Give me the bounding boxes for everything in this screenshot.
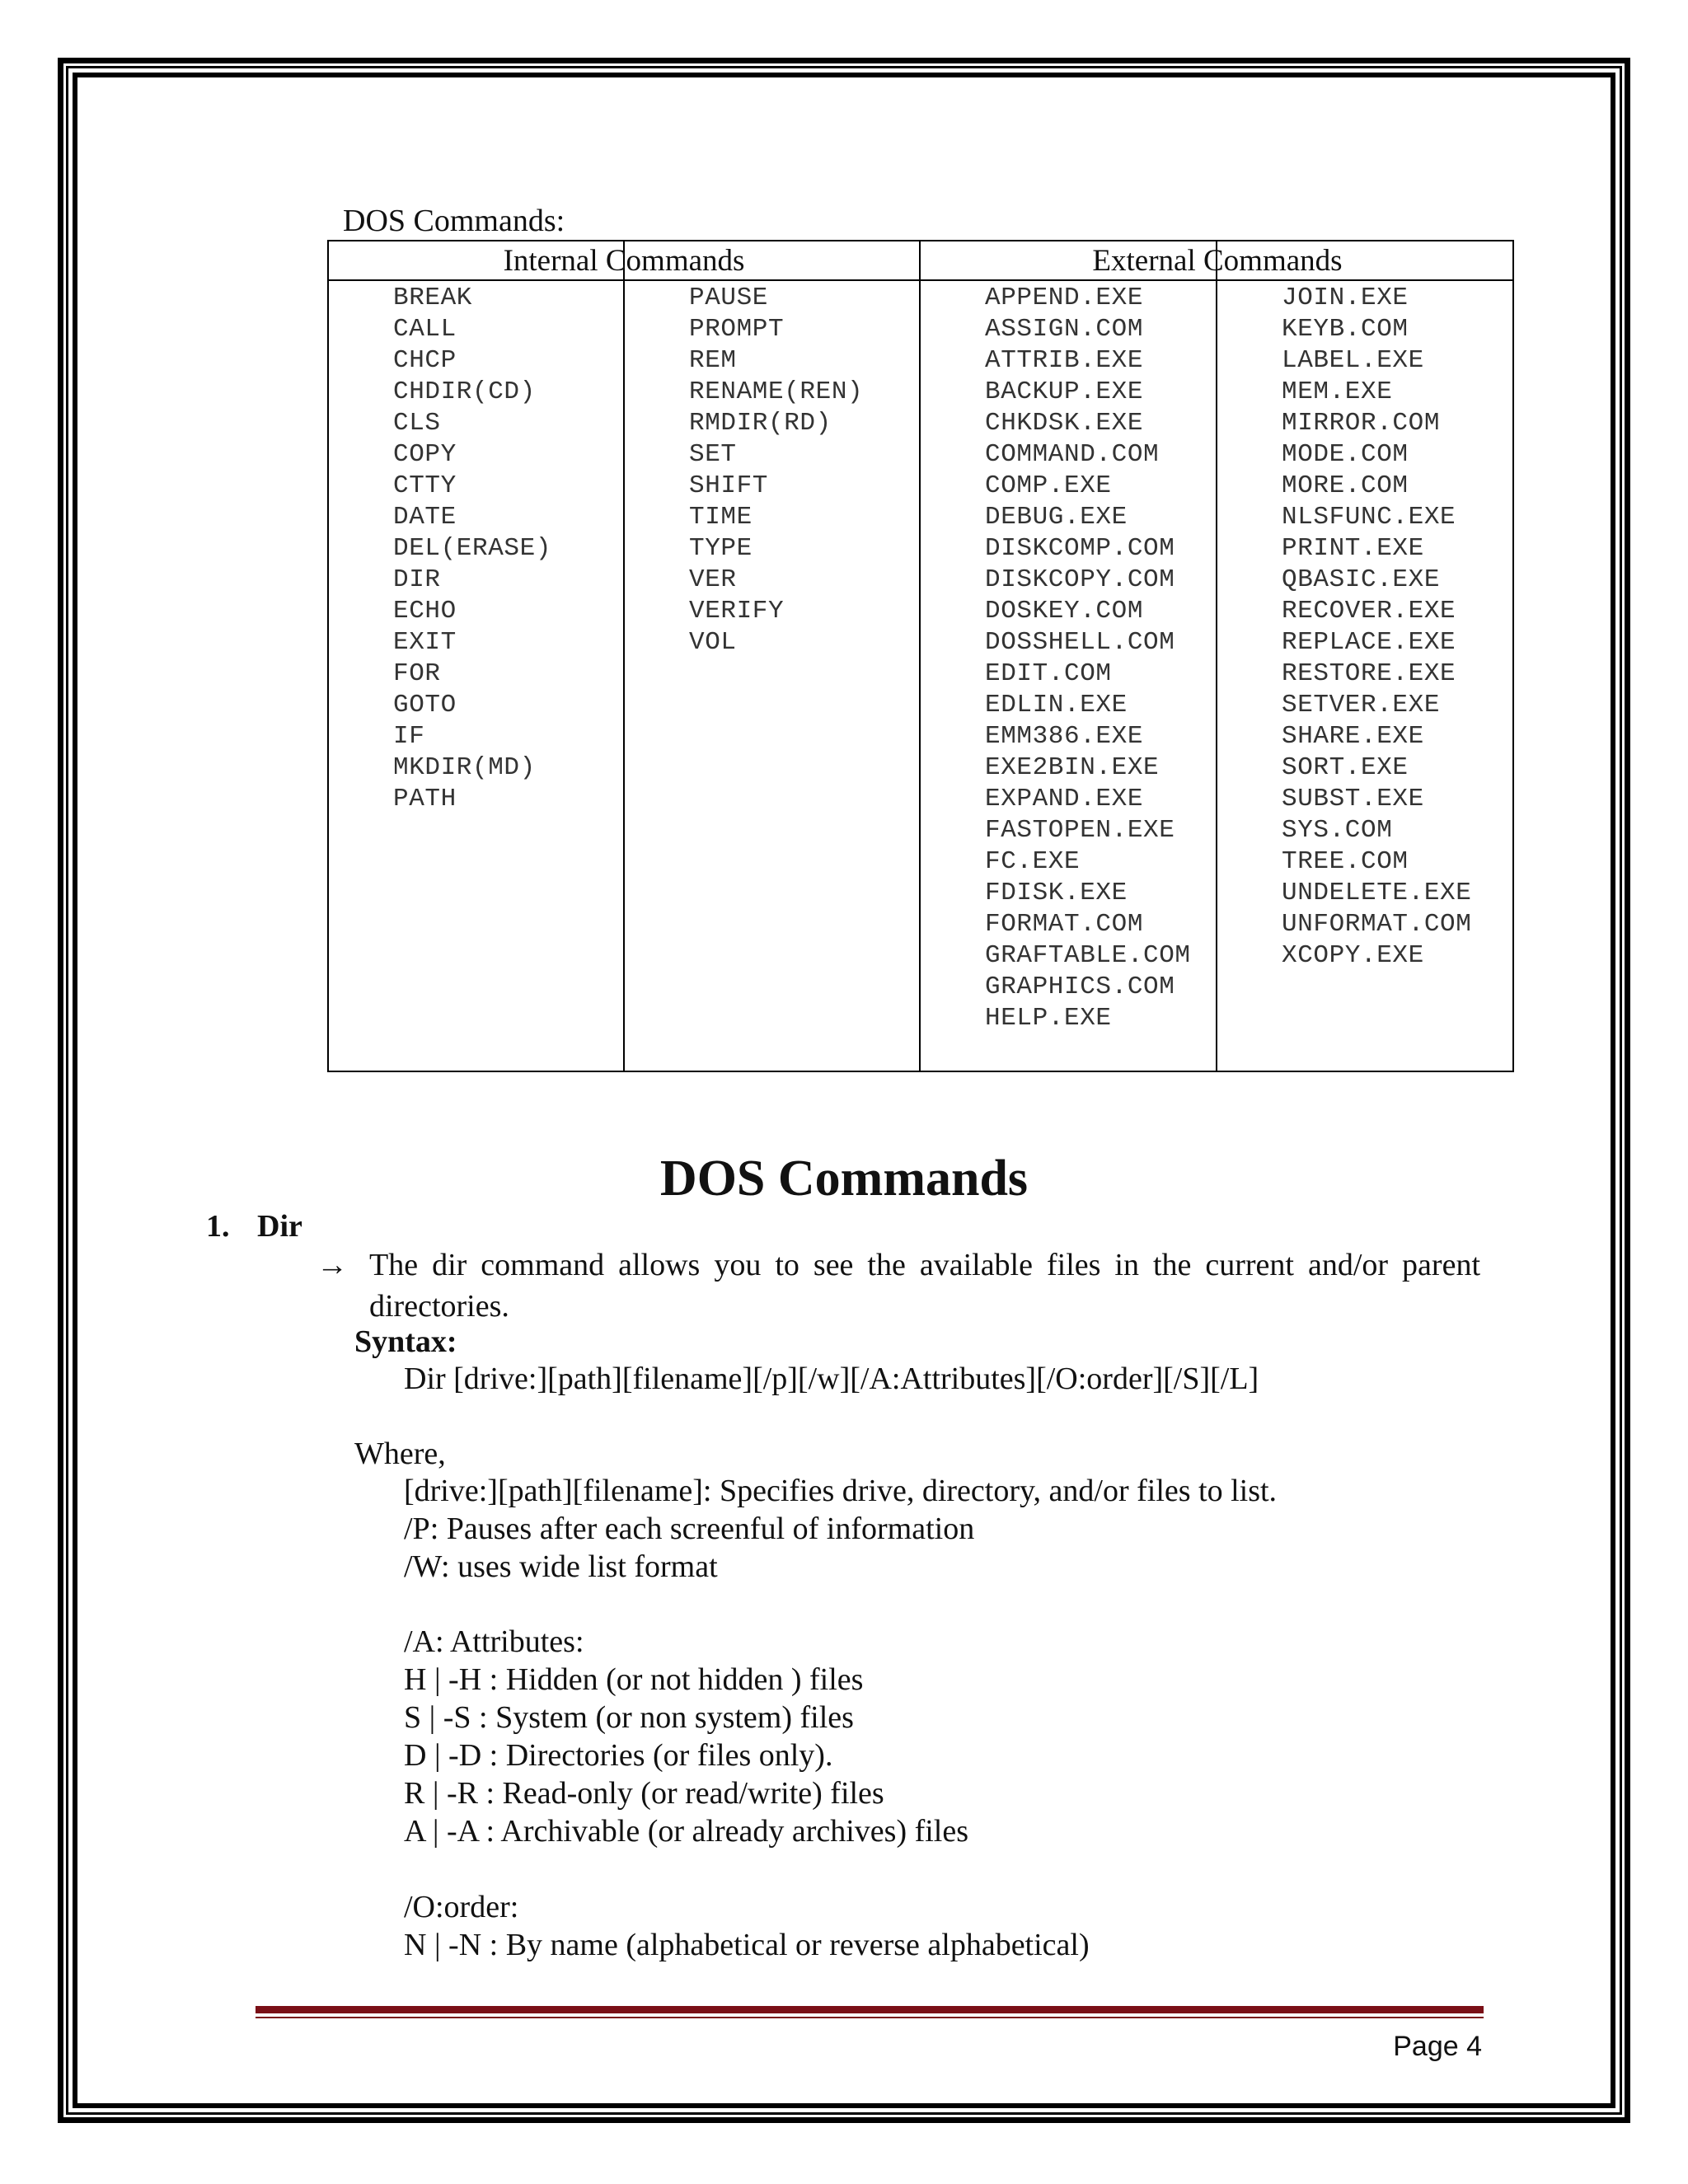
section-number: 1. bbox=[206, 1209, 230, 1244]
command-item: MORE.COM bbox=[1282, 471, 1409, 500]
command-item: EXE2BIN.EXE bbox=[985, 753, 1160, 782]
table-caption: DOS Commands: bbox=[343, 204, 565, 238]
external-commands-column-1 bbox=[985, 283, 1191, 1034]
command-item: FASTOPEN.EXE bbox=[985, 816, 1175, 845]
command-item: VER bbox=[689, 565, 737, 594]
where-item: /P: Pauses after each screenful of information bbox=[404, 1511, 975, 1546]
command-item: COMMAND.COM bbox=[985, 440, 1160, 469]
command-item: RECOVER.EXE bbox=[1282, 597, 1456, 626]
command-item: DISKCOPY.COM bbox=[985, 565, 1175, 594]
command-item: BACKUP.EXE bbox=[985, 377, 1144, 406]
command-item: CHCP bbox=[393, 346, 457, 375]
command-item: COPY bbox=[393, 440, 457, 469]
command-item: PATH bbox=[393, 785, 457, 813]
command-item: ATTRIB.EXE bbox=[985, 346, 1144, 375]
attribute-item: H | -H : Hidden (or not hidden ) files bbox=[404, 1662, 864, 1697]
page-number: Page 4 bbox=[1393, 2031, 1482, 2062]
command-item: RMDIR(RD) bbox=[689, 409, 832, 438]
order-label: /O:order: bbox=[404, 1890, 519, 1924]
command-item: DIR bbox=[393, 565, 441, 594]
syntax-label: Syntax: bbox=[354, 1324, 457, 1359]
command-item: DOSKEY.COM bbox=[985, 597, 1144, 626]
internal-commands-header: Internal Commands bbox=[503, 244, 745, 278]
footer-rule-thin bbox=[256, 2017, 1484, 2018]
command-item: HELP.EXE bbox=[985, 1004, 1112, 1033]
command-item: VOL bbox=[689, 628, 737, 657]
command-item: DOSSHELL.COM bbox=[985, 628, 1175, 657]
command-item: SORT.EXE bbox=[1282, 753, 1409, 782]
command-item: RENAME(REN) bbox=[689, 377, 864, 406]
where-label: Where, bbox=[354, 1436, 446, 1471]
command-item: REPLACE.EXE bbox=[1282, 628, 1456, 657]
command-item: FDISK.EXE bbox=[985, 879, 1128, 907]
table-column-divider bbox=[623, 241, 625, 1071]
command-item: UNDELETE.EXE bbox=[1282, 879, 1472, 907]
command-item: REM bbox=[689, 346, 737, 375]
command-item: COMP.EXE bbox=[985, 471, 1112, 500]
command-item: SHARE.EXE bbox=[1282, 722, 1424, 751]
table-header-divider bbox=[329, 279, 1512, 281]
command-item: SHIFT bbox=[689, 471, 769, 500]
command-item: FORMAT.COM bbox=[985, 910, 1144, 939]
command-item: ASSIGN.COM bbox=[985, 315, 1144, 344]
internal-commands-column-1 bbox=[393, 283, 551, 815]
command-item: FOR bbox=[393, 659, 441, 688]
command-item: UNFORMAT.COM bbox=[1282, 910, 1472, 939]
command-item: VERIFY bbox=[689, 597, 785, 626]
attribute-item: R | -R : Read-only (or read/write) files bbox=[404, 1776, 884, 1811]
right-arrow-icon: → bbox=[316, 1248, 348, 1282]
section-name: Dir bbox=[257, 1209, 302, 1244]
command-item: JOIN.EXE bbox=[1282, 284, 1409, 312]
command-item: DISKCOMP.COM bbox=[985, 534, 1175, 563]
command-item: BREAK bbox=[393, 284, 473, 312]
footer-rule bbox=[256, 2006, 1484, 2013]
where-item: /W: uses wide list format bbox=[404, 1549, 718, 1584]
page-heading: DOS Commands bbox=[659, 1151, 1029, 1207]
attribute-item: S | -S : System (or non system) files bbox=[404, 1700, 854, 1735]
commands-table bbox=[327, 240, 1514, 1072]
command-item: EDLIN.EXE bbox=[985, 691, 1128, 719]
command-item: RESTORE.EXE bbox=[1282, 659, 1456, 688]
section-title bbox=[206, 1207, 302, 1246]
where-item: [drive:][path][filename]: Specifies drive, directory, and/or files to list. bbox=[404, 1474, 1278, 1508]
command-item: TREE.COM bbox=[1282, 847, 1409, 876]
command-item: CHKDSK.EXE bbox=[985, 409, 1144, 438]
command-item: CHDIR(CD) bbox=[393, 377, 536, 406]
command-item: XCOPY.EXE bbox=[1282, 941, 1424, 970]
command-item: SETVER.EXE bbox=[1282, 691, 1441, 719]
command-item: FC.EXE bbox=[985, 847, 1081, 876]
external-commands-column-2 bbox=[1282, 283, 1471, 972]
attribute-item: D | -D : Directories (or files only). bbox=[404, 1738, 833, 1773]
command-item: CLS bbox=[393, 409, 441, 438]
order-item: N | -N : By name (alphabetical or reverse alphabetical) bbox=[404, 1928, 1090, 1962]
command-item: GRAPHICS.COM bbox=[985, 972, 1175, 1001]
command-item: DEBUG.EXE bbox=[985, 503, 1128, 532]
command-item: CALL bbox=[393, 315, 457, 344]
command-item: MODE.COM bbox=[1282, 440, 1409, 469]
command-item: DEL(ERASE) bbox=[393, 534, 552, 563]
command-item: TIME bbox=[689, 503, 753, 532]
description-text: The dir command allows you to see the available files in the current and/or parent directories. bbox=[369, 1248, 1480, 1324]
command-item: MKDIR(MD) bbox=[393, 753, 536, 782]
attribute-item: A | -A : Archivable (or already archives) files bbox=[404, 1814, 969, 1849]
command-item: EDIT.COM bbox=[985, 659, 1112, 688]
attributes-label: /A: Attributes: bbox=[404, 1624, 584, 1659]
command-item: ECHO bbox=[393, 597, 457, 626]
table-column-divider bbox=[919, 241, 921, 1071]
command-item: SYS.COM bbox=[1282, 816, 1393, 845]
command-item: APPEND.EXE bbox=[985, 284, 1144, 312]
command-item: NLSFUNC.EXE bbox=[1282, 503, 1456, 532]
command-item: EXPAND.EXE bbox=[985, 785, 1144, 813]
command-item: MIRROR.COM bbox=[1282, 409, 1441, 438]
syntax-text: Dir [drive:][path][filename][/p][/w][/A:Attributes][/O:order][/S][/L] bbox=[404, 1361, 1259, 1396]
command-item: PROMPT bbox=[689, 315, 785, 344]
command-item: DATE bbox=[393, 503, 457, 532]
command-item: GOTO bbox=[393, 691, 457, 719]
command-item: EXIT bbox=[393, 628, 457, 657]
command-item: LABEL.EXE bbox=[1282, 346, 1424, 375]
command-item: SET bbox=[689, 440, 737, 469]
command-item: PRINT.EXE bbox=[1282, 534, 1424, 563]
command-item: TYPE bbox=[689, 534, 753, 563]
command-item: MEM.EXE bbox=[1282, 377, 1393, 406]
command-item: QBASIC.EXE bbox=[1282, 565, 1441, 594]
command-item: CTTY bbox=[393, 471, 457, 500]
internal-commands-column-2 bbox=[689, 283, 863, 658]
command-item: GRAFTABLE.COM bbox=[985, 941, 1191, 970]
command-item: PAUSE bbox=[689, 284, 769, 312]
command-item: KEYB.COM bbox=[1282, 315, 1409, 344]
table-column-divider bbox=[1216, 241, 1217, 1071]
command-item: SUBST.EXE bbox=[1282, 785, 1424, 813]
command-item: IF bbox=[393, 722, 425, 751]
command-item: EMM386.EXE bbox=[985, 722, 1144, 751]
external-commands-header: External Commands bbox=[1092, 244, 1343, 278]
